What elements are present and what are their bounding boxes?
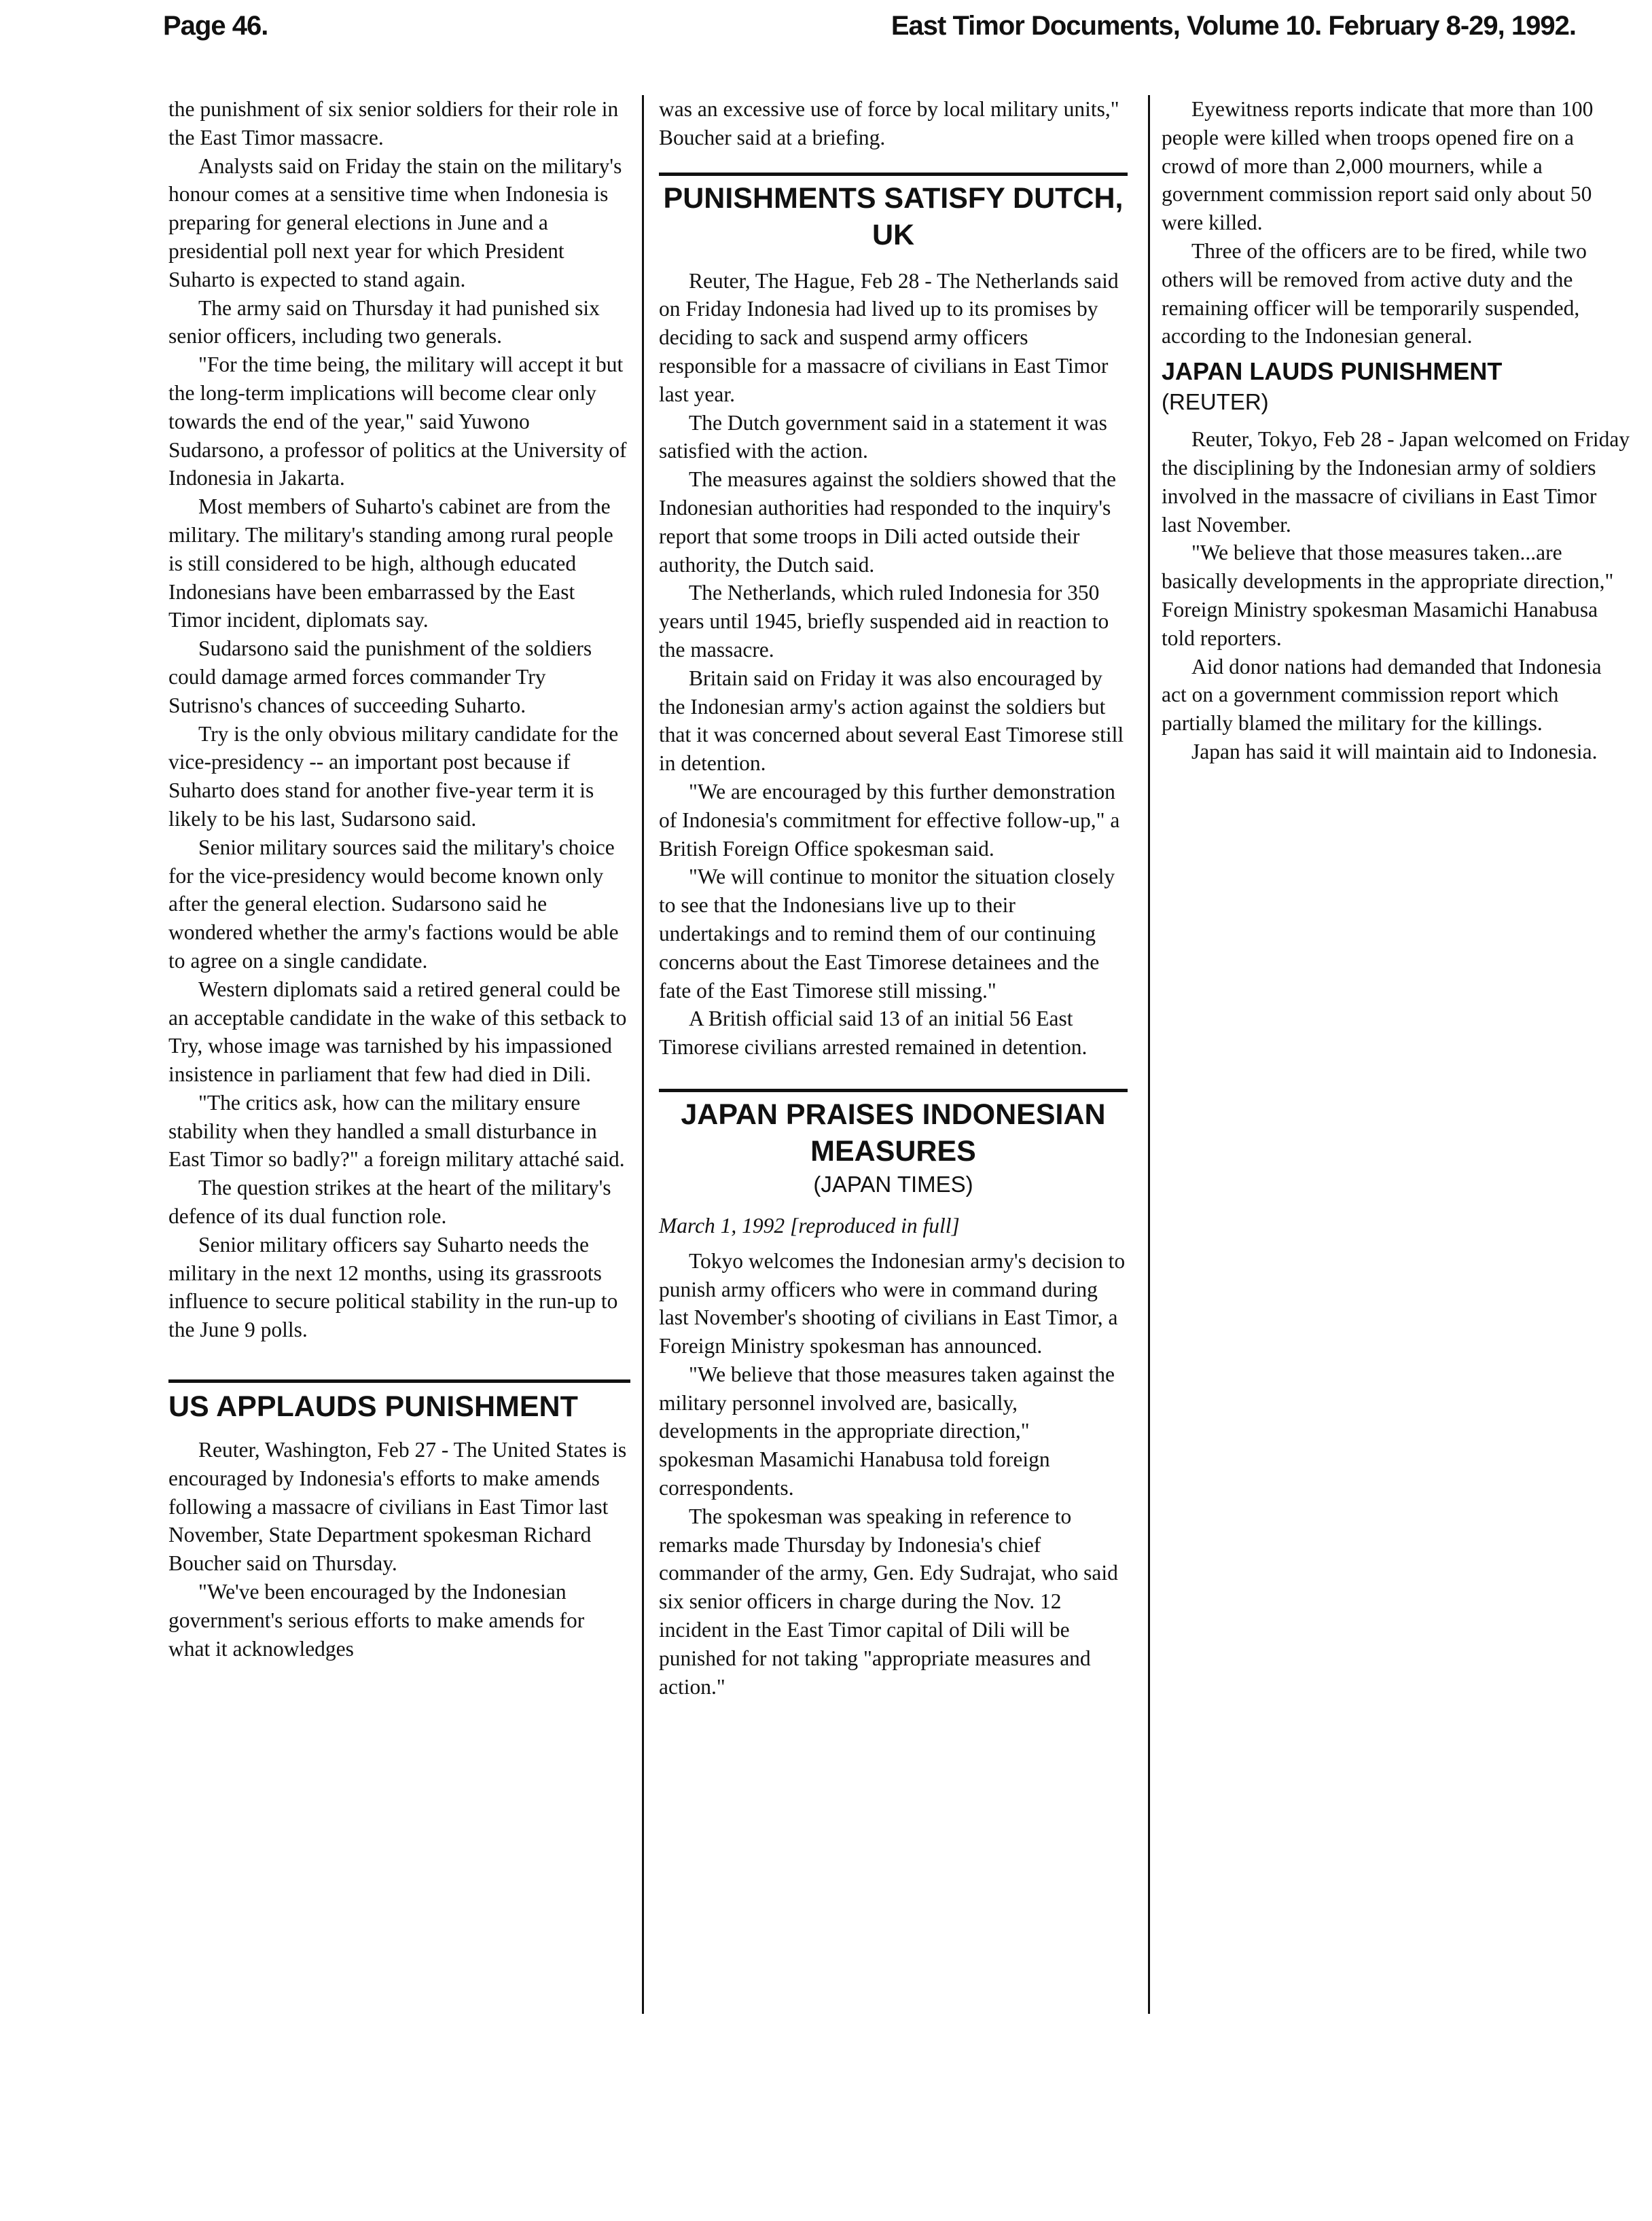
section-headline: JAPAN PRAISES INDONESIAN MEASURES xyxy=(681,1098,1106,1168)
section-headline: PUNISHMENTS SATISFY DUTCH, UK xyxy=(663,181,1124,251)
article-paragraph: Tokyo welcomes the Indonesian army's decision to punish army officers who were in command during last November's shooting of civilians in East Timor, a Foreign Ministry spokesman has announced. xyxy=(659,1248,1126,1358)
publication-title: East Timor Documents, Volume 10. February 8-29, 1992. xyxy=(891,11,1576,41)
article-paragraph: The Netherlands, which ruled Indonesia for 350 years until 1945, briefly suspended aid in reaction to the massacre. xyxy=(659,581,1109,662)
article-paragraph: "We believe that those measures taken against the military personnel involved are, basically, developments in the appropriate direction," spokesman Masamichi Hanabusa told foreign correspondents. xyxy=(659,1362,1115,1500)
article-paragraph: "For the time being, the military will accept it but the long-term implications will become clear only towards the end of the year," said Yuwono Sudarsono, a professor of politics at the University of Indonesia in Jakarta. xyxy=(168,353,627,490)
section-headline: JAPAN LAUDS PUNISHMENT xyxy=(1162,357,1503,386)
section-source: (REUTER) xyxy=(1162,389,1269,415)
article-paragraph: The measures against the soldiers showed that the Indonesian authorities had responded to the inquiry's report that some troops in Dili acted outside their authority, the Dutch said. xyxy=(659,467,1116,577)
article-paragraph: Britain said on Friday it was also encouraged by the Indonesian army's action against the soldiers but that it was concerned about several East Timorese still in detention. xyxy=(659,666,1124,776)
section-headline: US APPLAUDS PUNISHMENT xyxy=(168,1390,578,1424)
article-paragraph: A British official said 13 of an initial 56 East Timorese civilians arrested remained in detention. xyxy=(659,1007,1088,1060)
article-paragraph: Reuter, Washington, Feb 27 - The United States is encouraged by Indonesia's efforts to make amends following a massacre of civilians in East Timor last November, State Department spokesman Richard Boucher said on Thursday. xyxy=(168,1438,627,1576)
article-paragraph: "We believe that those measures taken...are basically developments in the appropriate direction," Foreign Ministry spokesman Masamichi Hanabusa told reporters. xyxy=(1162,541,1614,650)
article-paragraph: Analysts said on Friday the stain on the military's honour comes at a sensitive time when Indonesia is preparing for general elections in June and a presidential poll next year for which President Suharto is expected to stand again. xyxy=(168,154,622,291)
article-paragraph: Senior military officers say Suharto needs the military in the next 12 months, using its grassroots influence to secure political stability in the run-up to the June 9 polls. xyxy=(168,1232,618,1342)
article-paragraph: Reuter, The Hague, Feb 28 - The Netherlands said on Friday Indonesia had lived up to its promises by deciding to sack and suspend army officers responsible for a massacre of civilians in East Timor last year. xyxy=(659,268,1119,406)
article-paragraph: "We are encouraged by this further demonstration of Indonesia's commitment for effective follow-up," a British Foreign Office spokesman said. xyxy=(659,779,1120,861)
column-1 xyxy=(168,95,630,1663)
column-divider xyxy=(642,95,644,2014)
column-3 xyxy=(1162,95,1630,766)
article-paragraph: Senior military sources said the military's choice for the vice-presidency would become known only after the general election. Sudarsono said he wondered whether the army's factions would be able to agree on a single candidate. xyxy=(168,835,619,973)
article-paragraph: Aid donor nations had demanded that Indonesia act on a government commission report which partially blamed the military for the killings. xyxy=(1162,654,1602,736)
article-paragraph: Western diplomats said a retired general could be an acceptable candidate in the wake of this setback to Try, whose image was tarnished by his impassioned insistence in parliament that few had died in Dili. xyxy=(168,977,627,1087)
section-source: (JAPAN TIMES) xyxy=(813,1171,973,1197)
article-paragraph: The army said on Thursday it had punished six senior officers, including two generals. xyxy=(168,295,600,348)
dateline: March 1, 1992 [reproduced in full] xyxy=(659,1213,960,1238)
column-2 xyxy=(659,95,1128,1701)
article-paragraph: "We've been encouraged by the Indonesian government's serious efforts to make amends for what it acknowledges xyxy=(168,1580,585,1661)
article-paragraph: The spokesman was speaking in reference to remarks made Thursday by Indonesia's chief commander of the army, Gen. Edy Sudrajat, who said six senior officers in charge during the Nov. 12 incident in the East Timor capital of Dili will be punished for not taking "appropriate measures and action." xyxy=(659,1504,1118,1699)
article-paragraph: Three of the officers are to be fired, while two others will be removed from active duty and the remaining officer will be temporarily suspended, according to the Indonesian general. xyxy=(1162,238,1587,348)
article-paragraph: Reuter, Tokyo, Feb 28 - Japan welcomed on Friday the disciplining by the Indonesian army of soldiers involved in the massacre of civilians in East Timor last November. xyxy=(1162,427,1630,537)
page-header xyxy=(163,11,1576,52)
article-paragraph: "We will continue to monitor the situation closely to see that the Indonesians live up to their undertakings and to remind them of our continuing concerns about the East Timorese detainees and the fate of the East Timorese still missing." xyxy=(659,865,1115,1003)
article-paragraph: Eyewitness reports indicate that more than 100 people were killed when troops opened fire on a crowd of more than 2,000 mourners, while a government commission report said only about 50 were killed. xyxy=(1162,97,1594,235)
column-divider xyxy=(1148,95,1150,2014)
article-paragraph: The Dutch government said in a statement it was satisfied with the action. xyxy=(659,410,1107,463)
article-paragraph: The question strikes at the heart of the military's defence of its dual function role. xyxy=(168,1176,611,1229)
article-paragraph: Japan has said it will maintain aid to Indonesia. xyxy=(1191,739,1598,763)
article-paragraph: was an excessive use of force by local military units," Boucher said at a briefing. xyxy=(659,97,1119,149)
page-number: Page 46. xyxy=(163,11,268,41)
article-paragraph: Sudarsono said the punishment of the soldiers could damage armed forces commander Try Sutrisno's chances of succeeding Suharto. xyxy=(168,636,592,717)
article-paragraph: Most members of Suharto's cabinet are from the military. The military's standing among rural people is still considered to be high, although educated Indonesians have been embarrassed by the East Timor incident, diplomats say. xyxy=(168,494,613,632)
article-paragraph: Try is the only obvious military candidate for the vice-presidency -- an important post because if Suharto does stand for another five-year term it is likely to be his last, Sudarsono said. xyxy=(168,721,619,831)
article-paragraph: "The critics ask, how can the military ensure stability when they handled a small disturbance in East Timor so badly?" a foreign military attaché said. xyxy=(168,1090,625,1172)
article-paragraph: the punishment of six senior soldiers for their role in the East Timor massacre. xyxy=(168,97,619,149)
